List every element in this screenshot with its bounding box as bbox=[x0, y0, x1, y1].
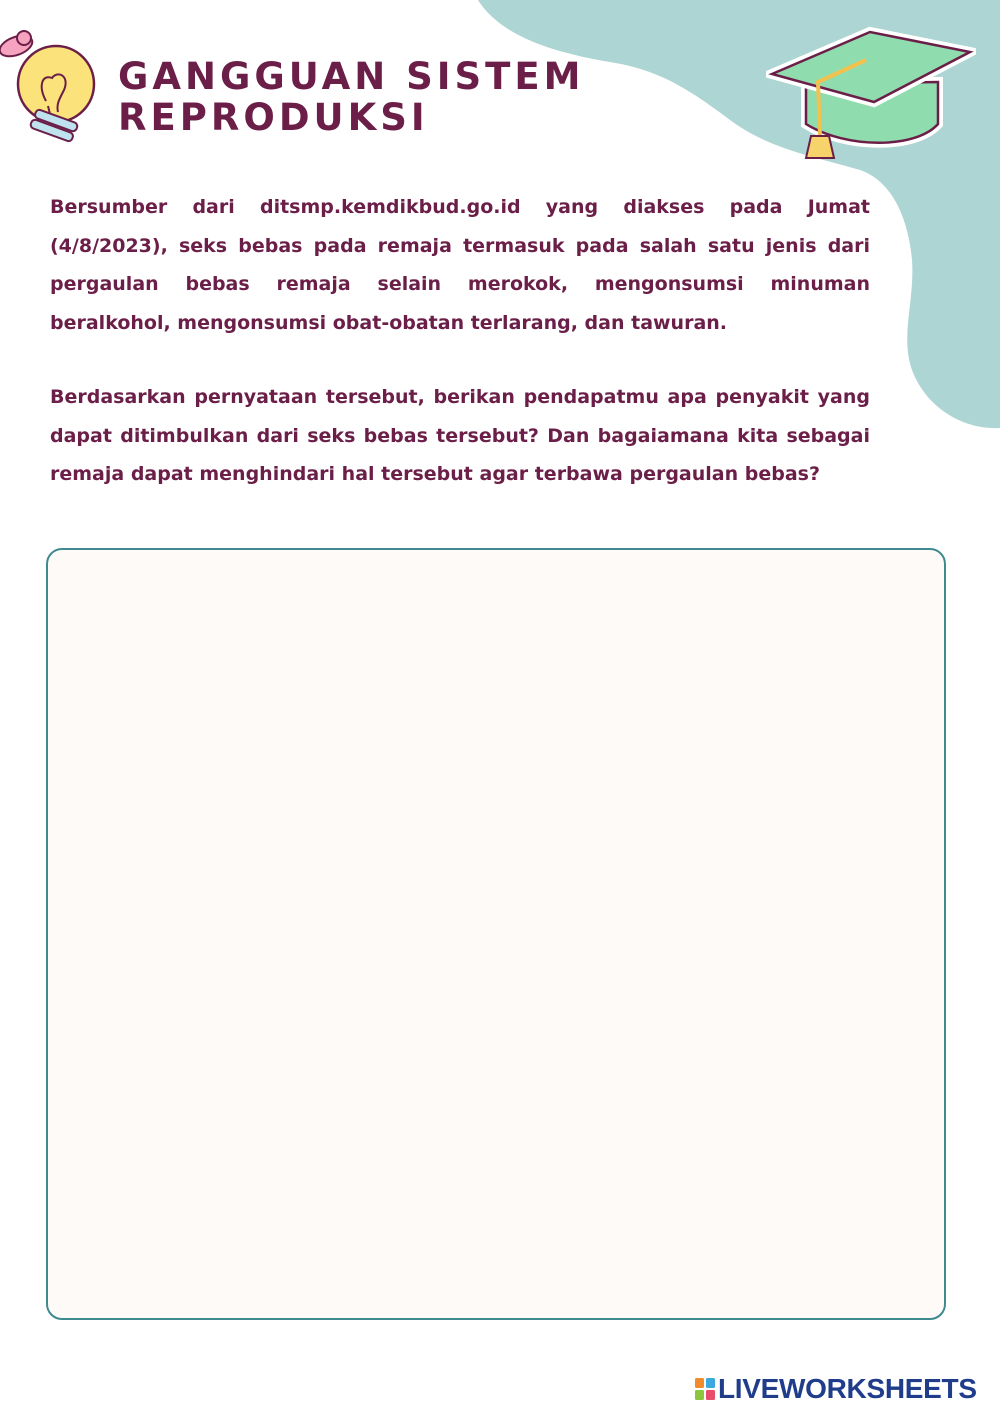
answer-box[interactable] bbox=[46, 548, 946, 1320]
question-paragraph: Berdasarkan pernyataan tersebut, berikan pendapatmu apa penyakit yang dapat ditimbulkan dari seks bebas tersebut? Dan bagaiamana kita sebagai remaja dapat menghindari hal tersebut agar terbawa pergaulan bebas? bbox=[50, 386, 870, 485]
liveworksheets-footer[interactable] bbox=[694, 1374, 977, 1404]
title-line-1: GANGGUAN SISTEM bbox=[118, 55, 585, 98]
liveworksheets-logo-icon bbox=[694, 1377, 716, 1401]
page-title bbox=[118, 56, 585, 138]
graduation-cap-icon bbox=[766, 24, 976, 170]
title-line-2: REPRODUKSI bbox=[118, 96, 429, 139]
lightbulb-icon bbox=[0, 26, 100, 146]
liveworksheets-brand: LIVEWORKSHEETS bbox=[718, 1373, 977, 1404]
source-paragraph: Bersumber dari ditsmp.kemdikbud.go.id yang diakses pada Jumat (4/8/2023), seks bebas pada remaja termasuk pada salah satu jenis dari pergaulan bebas remaja selain merokok, mengonsumsi minuman beralkohol, mengonsumsi obat-obatan terlarang, dan tawuran. bbox=[50, 196, 870, 334]
